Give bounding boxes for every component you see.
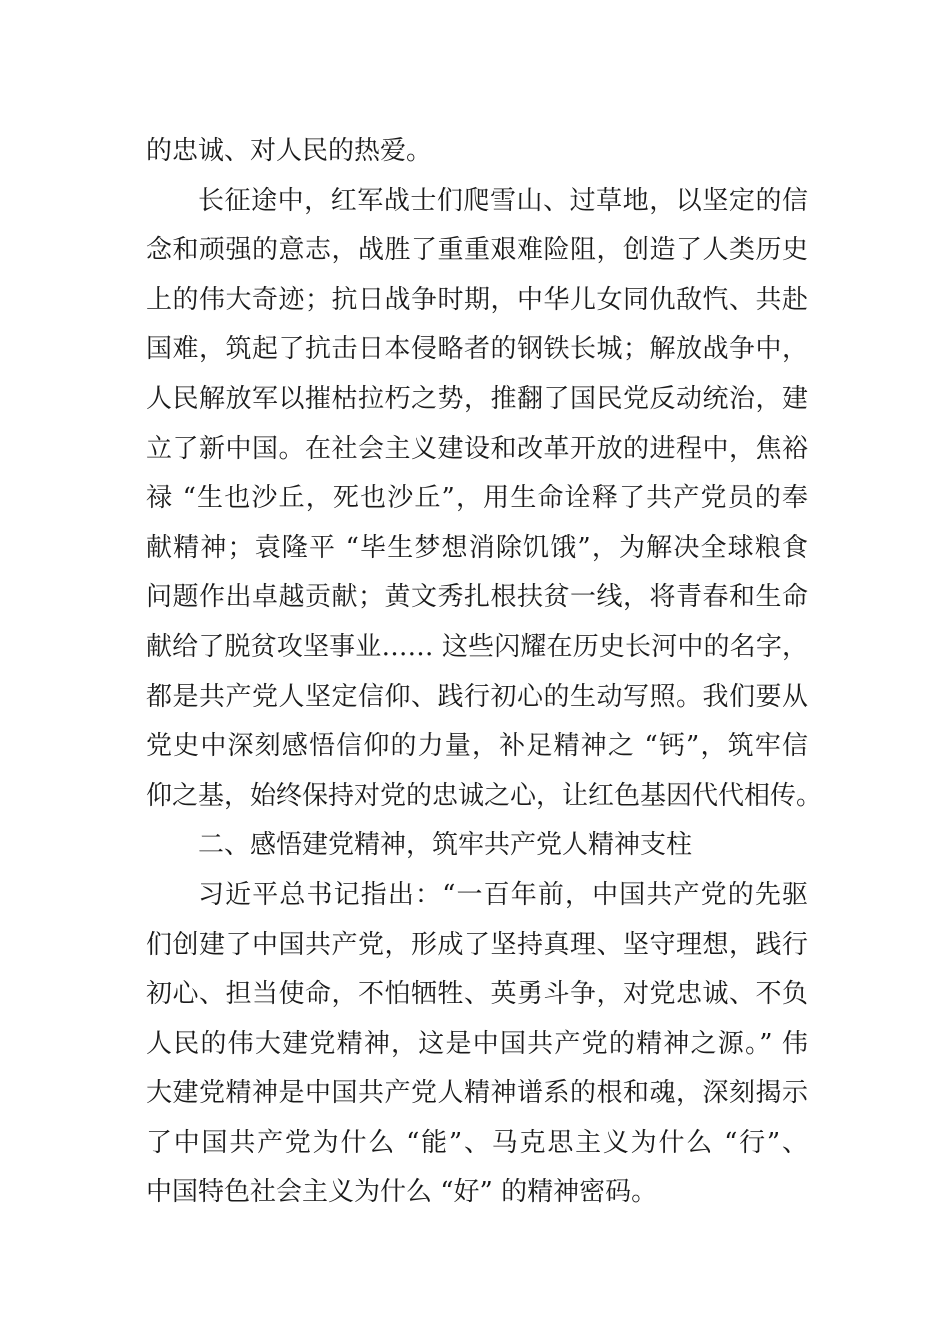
paragraph-line: 都是共产党人坚定信仰、践行初心的生动写照。我们要从 <box>146 681 808 712</box>
paragraph-line: 献精神；袁隆平 “毕生梦想消除饥饿”，为解决全球粮食 <box>146 532 808 563</box>
paragraph-line: 仰之基，始终保持对党的忠诚之心，让红色基因代代相传。 <box>146 780 823 811</box>
paragraph-line: 人民的伟大建党精神，这是中国共产党的精神之源。” 伟 <box>146 1028 808 1059</box>
paragraph-line: 立了新中国。在社会主义建设和改革开放的进程中，焦裕 <box>146 433 808 464</box>
paragraph-line: 习近平总书记指出：“一百年前，中国共产党的先驱 <box>198 879 808 910</box>
paragraph-line: 了中国共产党为什么 “能”、马克思主义为什么 “行”、 <box>146 1127 808 1158</box>
paragraph-line: 的忠诚、对人民的热爱。 <box>146 136 433 166</box>
paragraph-line: 上的伟大奇迹；抗日战争时期，中华儿女同仇敌忾、共赴 <box>146 284 808 315</box>
paragraph-line: 党史中深刻感悟信仰的力量，补足精神之 “钙”，筑牢信 <box>146 731 808 762</box>
paragraph-line: 问题作出卓越贡献；黄文秀扎根扶贫一线，将青春和生命 <box>146 582 808 613</box>
paragraph-line: 献给了脱贫攻坚事业…… 这些闪耀在历史长河中的名字， <box>146 631 808 662</box>
paragraph-line: 禄 “生也沙丘，死也沙丘”，用生命诠释了共产党员的奉 <box>146 483 808 514</box>
paragraph-line: 念和顽强的意志，战胜了重重艰难险阻，创造了人类历史 <box>146 235 808 266</box>
document-body <box>146 127 823 1218</box>
paragraph-line: 们创建了中国共产党，形成了坚持真理、坚守理想，践行 <box>146 929 808 960</box>
paragraph-line: 国难，筑起了抗击日本侵略者的钢铁长城；解放战争中， <box>146 334 808 365</box>
paragraph-line: 中国特色社会主义为什么 “好” 的精神密码。 <box>146 1177 658 1208</box>
paragraph-line: 初心、担当使命，不怕牺牲、英勇斗争，对党忠诚、不负 <box>146 979 808 1010</box>
paragraph-line: 人民解放军以摧枯拉朽之势，推翻了国民党反动统治，建 <box>146 383 808 414</box>
paragraph-line: 长征途中，红军战士们爬雪山、过草地，以坚定的信 <box>198 185 808 216</box>
paragraph-line: 大建党精神是中国共产党人精神谱系的根和魂，深刻揭示 <box>146 1078 808 1109</box>
section-heading: 二、感悟建党精神，筑牢共产党人精神支柱 <box>198 830 693 861</box>
